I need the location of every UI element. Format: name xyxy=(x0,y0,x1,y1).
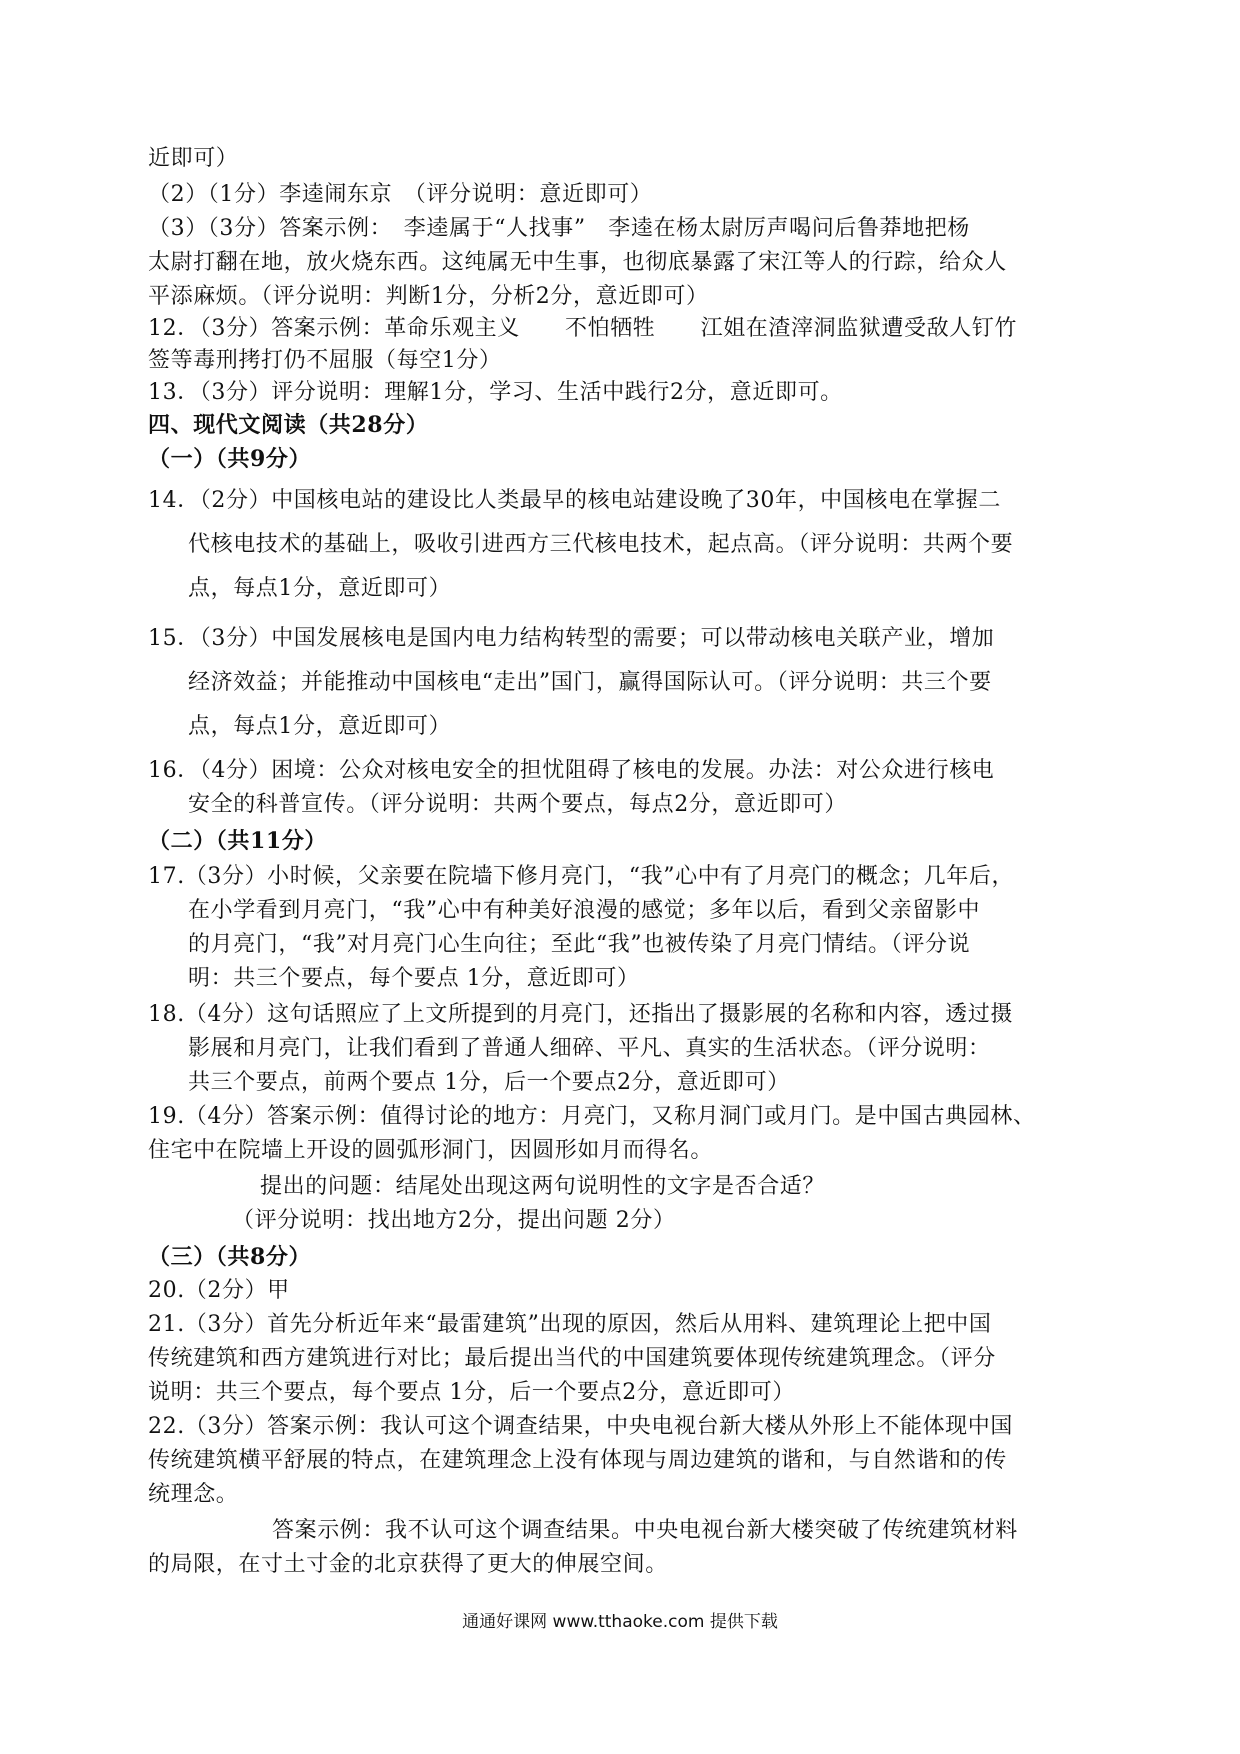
text-line: 统理念。 xyxy=(148,1482,239,1507)
page-footer: 通通好课网 www.tthaoke.com 提供下载 xyxy=(462,1612,778,1632)
text-line: 明：共三个要点，每个要点 1分，意近即可） xyxy=(188,966,640,991)
text-line: 点，每点1分，意近即可） xyxy=(188,576,452,601)
subsection-heading: （二）（共11分） xyxy=(148,828,328,854)
text-line: 经济效益；并能推动中国核电“走出”国门，赢得国际认可。（评分说明：共三个要 xyxy=(188,670,992,695)
text-line: （2）（1分）李逵闹东京 （评分说明：意近即可） xyxy=(148,182,653,207)
text-line: 在小学看到月亮门，“我”心中有种美好浪漫的感觉；多年以后，看到父亲留影中 xyxy=(188,898,981,923)
text-line: 21.（3分）首先分析近年来“最雷建筑”出现的原因，然后从用料、建筑理论上把中国 xyxy=(148,1312,992,1337)
text-line: 住宅中在院墙上开设的圆弧形洞门，因圆形如月而得名。 xyxy=(148,1138,714,1163)
text-line: 共三个要点，前两个要点 1分，后一个要点2分，意近即可） xyxy=(188,1070,790,1095)
text-line: 安全的科普宣传。（评分说明：共两个要点，每点2分，意近即可） xyxy=(188,792,847,817)
text-line: 代核电技术的基础上，吸收引进西方三代核电技术，起点高。（评分说明：共两个要 xyxy=(188,532,1014,557)
text-line: 15．（3分）中国发展核电是国内电力结构转型的需要；可以带动核电关联产业，增加 xyxy=(148,626,995,651)
text-line: 17.（3分）小时候，父亲要在院墙下修月亮门，“我”心中有了月亮门的概念；几年后， xyxy=(148,864,1015,889)
text-line: （评分说明：找出地方2分，提出问题 2分） xyxy=(232,1208,676,1233)
subsection-heading: （三）（共8分） xyxy=(148,1244,312,1270)
text-line: 答案示例：我不认可这个调查结果。中央电视台新大楼突破了传统建筑材料 xyxy=(272,1518,1018,1543)
text-line: 传统建筑横平舒展的特点，在建筑理念上没有体现与周边建筑的谐和，与自然谐和的传 xyxy=(148,1448,1007,1473)
text-line: 20.（2分）甲 xyxy=(148,1278,290,1303)
text-line: 16．（4分）困境：公众对核电安全的担忧阻碍了核电的发展。办法：对公众进行核电 xyxy=(148,758,995,783)
text-line: 传统建筑和西方建筑进行对比；最后提出当代的中国建筑要体现传统建筑理念。（评分 xyxy=(148,1346,996,1371)
text-line: 22.（3分）答案示例：我认可这个调查结果，中央电视台新大楼从外形上不能体现中国 xyxy=(148,1414,1013,1439)
text-line: （3）（3分）答案示例： 李逵属于“人找事” 李逵在杨太尉厉声喝问后鲁莽地把杨 xyxy=(148,216,970,241)
text-line: 说明：共三个要点，每个要点 1分，后一个要点2分，意近即可） xyxy=(148,1380,795,1405)
text-line: 太尉打翻在地，放火烧东西。这纯属无中生事，也彻底暴露了宋江等人的行踪，给众人 xyxy=(148,250,1007,275)
text-line: 的局限，在寸土寸金的北京获得了更大的伸展空间。 xyxy=(148,1552,668,1577)
text-line: 13．（3分）评分说明：理解1分，学习、生活中践行2分，意近即可。 xyxy=(148,380,843,405)
text-line: 近即可） xyxy=(148,146,239,171)
text-line: 签等毒刑拷打仍不屈服（每空1分） xyxy=(148,348,502,373)
text-line: 12．（3分）答案示例：革命乐观主义 不怕牺牲 江姐在渣滓洞监狱遭受敌人钉竹 xyxy=(148,316,1017,341)
text-line: 提出的问题：结尾处出现这两句说明性的文字是否合适？ xyxy=(260,1174,826,1199)
text-line: 的月亮门，“我”对月亮门心生向往；至此“我”也被传染了月亮门情结。（评分说 xyxy=(188,932,971,957)
text-line: 点，每点1分，意近即可） xyxy=(188,714,452,739)
text-line: 18.（4分）这句话照应了上文所提到的月亮门，还指出了摄影展的名称和内容，透过摄 xyxy=(148,1002,1013,1027)
text-line: 19.（4分）答案示例：值得讨论的地方：月亮门，又称月洞门或月门。是中国古典园林、 xyxy=(148,1104,1036,1129)
text-line: 14．（2分）中国核电站的建设比人类最早的核电站建设晚了30年，中国核电在掌握二 xyxy=(148,488,1001,513)
text-line: 影展和月亮门，让我们看到了普通人细碎、平凡、真实的生活状态。（评分说明： xyxy=(188,1036,991,1061)
text-line: 平添麻烦。（评分说明：判断1分，分析2分，意近即可） xyxy=(148,284,709,309)
subsection-heading: （一）（共9分） xyxy=(148,446,312,472)
section-heading: 四、现代文阅读（共28分） xyxy=(148,412,429,438)
